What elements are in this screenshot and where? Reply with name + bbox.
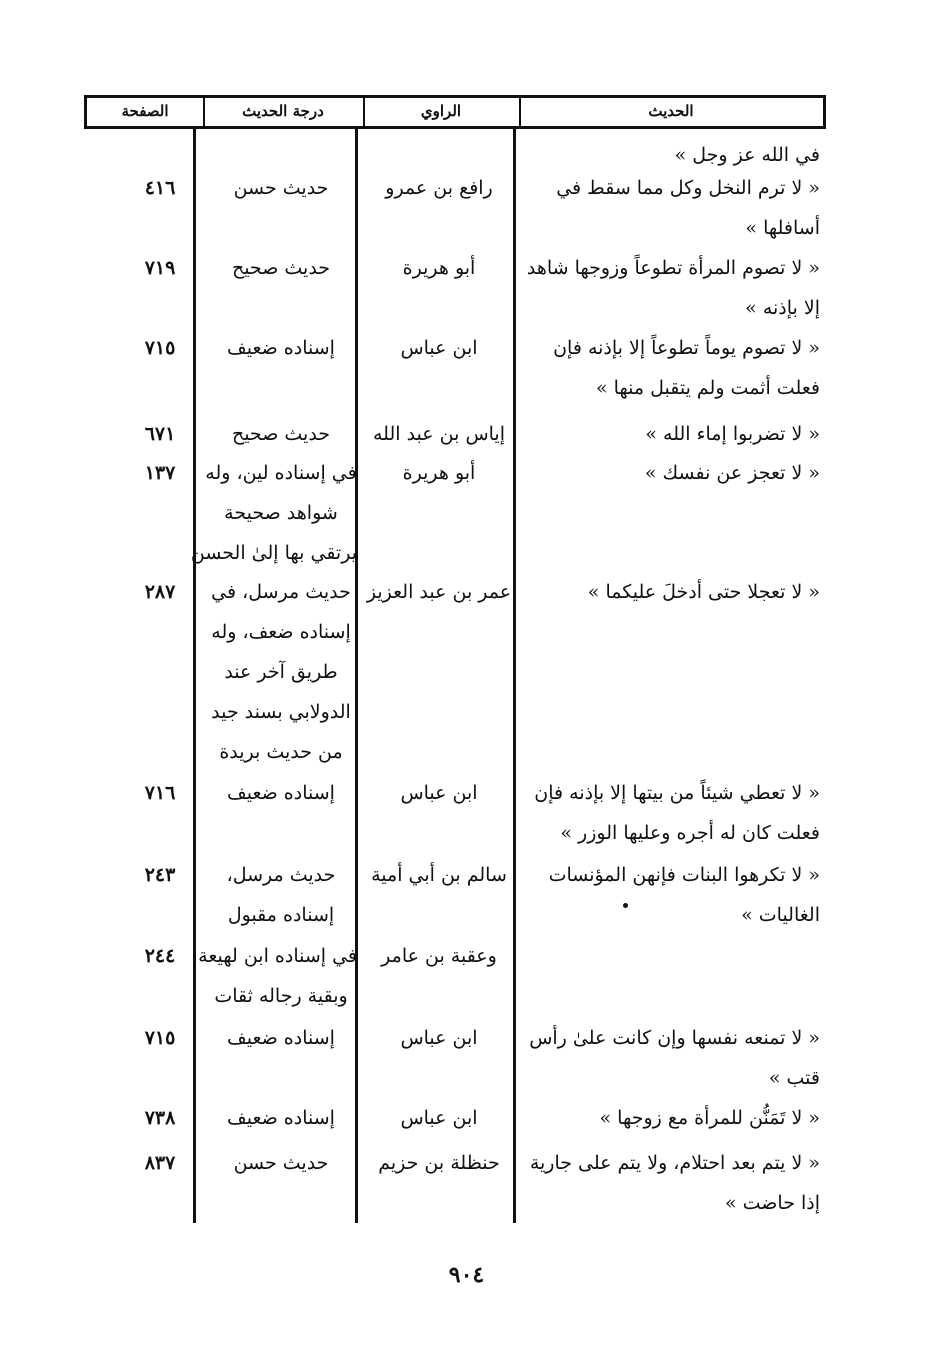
page-ref-cell: ٢٨٧ <box>144 581 176 603</box>
hadith-cell-line: « لا تصوم يوماً تطوعاً إلا بإذنه فإن <box>553 337 820 359</box>
hadith-cell <box>520 1018 820 1098</box>
hadith-cell <box>520 414 820 454</box>
rawi-cell <box>363 1018 515 1058</box>
rawi-cell-line: عمر بن عبد العزيز <box>366 581 512 603</box>
grade-cell-line: إسناده ضعف، وله <box>211 621 351 643</box>
rawi-cell <box>363 453 515 493</box>
hadith-cell-line: « لا تعجز عن نفسك » <box>644 462 820 484</box>
page-ref-cell: ٧١٥ <box>144 337 176 359</box>
hadith-cell-line: « لا تعجلا حتى أدخلَ عليكما » <box>587 581 820 603</box>
rawi-cell-line: ابن عباس <box>400 1107 478 1129</box>
hadith-cell <box>520 1143 820 1223</box>
rawi-cell <box>363 414 515 454</box>
grade-cell-line: إسناده ضعيف <box>227 337 335 359</box>
rawi-cell <box>363 328 515 368</box>
grade-cell-line: حديث مرسل، في <box>211 581 351 603</box>
rawi-cell <box>363 936 515 976</box>
grade-cell <box>190 453 357 573</box>
grade-cell <box>205 572 357 772</box>
rawi-cell <box>363 248 515 288</box>
hadith-cell <box>520 248 820 328</box>
grade-cell <box>205 1098 357 1138</box>
hadith-cell-line: « لا يتم بعد احتلام، ولا يتم على جارية <box>529 1152 820 1174</box>
page-ref-cell: ٢٤٣ <box>144 864 176 886</box>
page-ref-cell: ٧١٩ <box>144 257 176 279</box>
grade-cell-line: طريق آخر عند <box>224 661 338 683</box>
column-divider <box>193 129 196 1223</box>
grade-cell-line: إسناده مقبول <box>227 904 335 926</box>
hadith-cell-line: « لا تَمَنُّن للمرأة مع زوجها » <box>599 1107 820 1129</box>
hadith-cell <box>520 572 820 612</box>
grade-cell-line: وبقية رجاله ثقات <box>214 985 348 1007</box>
rawi-cell-line: سالم بن أبي أمية <box>371 864 507 886</box>
grade-cell-line: شواهد صحيحة <box>224 502 338 524</box>
ink-dot <box>623 903 628 908</box>
page-ref-cell: ٦٧١ <box>144 423 176 445</box>
grade-cell-line: الدولابي بسند جيد <box>211 701 351 723</box>
grade-cell-line: حديث حسن <box>233 177 329 199</box>
page-ref-cell: ٧٣٨ <box>144 1107 176 1129</box>
grade-cell <box>205 414 357 454</box>
hadith-cell-line: « لا تضربوا إماء الله » <box>645 423 820 445</box>
rawi-cell-line: ابن عباس <box>400 782 478 804</box>
page-ref-cell: ٨٣٧ <box>144 1152 176 1174</box>
hadith-cell <box>520 773 820 853</box>
grade-cell-line: يرتقي بها إلىٰ الحسن <box>190 542 357 564</box>
grade-cell-line: حديث صحيح <box>231 257 331 279</box>
grade-cell-line: حديث حسن <box>233 1152 329 1174</box>
grade-cell <box>205 168 357 208</box>
hadith-cell-line: إلا بإذنه » <box>745 297 820 319</box>
grade-cell-line: إسناده ضعيف <box>227 1027 335 1049</box>
hadith-cell <box>520 1098 820 1138</box>
hadith-cell-line: إذا حاضت » <box>724 1192 820 1214</box>
page-ref-cell: ٤١٦ <box>144 177 176 199</box>
hadith-cell-line: « لا تكرهوا البنات فإنهن المؤنسات <box>548 864 820 886</box>
grade-cell <box>205 1018 357 1058</box>
page-ref-cell: ١٣٧ <box>144 462 176 484</box>
hadith-cell-line: « لا ترم النخل وكل مما سقط في <box>556 177 820 199</box>
page-ref-cell: ٧١٦ <box>144 782 176 804</box>
header-hadith: الحديث <box>648 102 694 120</box>
grade-cell <box>205 855 357 935</box>
grade-cell <box>205 1143 357 1183</box>
hadith-cell <box>520 855 820 935</box>
header-page: الصفحة <box>121 102 169 120</box>
rawi-cell <box>363 1143 515 1183</box>
page-ref-cell: ٧١٥ <box>144 1027 176 1049</box>
hadith-cell-line: الغاليات » <box>741 904 820 926</box>
rawi-cell <box>363 1098 515 1138</box>
header-grade: درجة الحديث <box>242 102 324 120</box>
rawi-cell-line: ابن عباس <box>400 1027 478 1049</box>
hadith-cell-line: « لا تمنعه نفسها وإن كانت علىٰ رأس <box>529 1027 820 1049</box>
grade-cell <box>198 936 357 1016</box>
rawi-cell-line: أبو هريرة <box>402 257 476 279</box>
rawi-cell <box>363 855 515 895</box>
header-separator <box>203 98 205 126</box>
page-number: ٩٠٤ <box>448 1262 485 1288</box>
rawi-cell-line: وعقبة بن عامر <box>381 945 497 967</box>
table-header <box>84 95 826 129</box>
grade-cell-line: في إسناده ابن لهيعة <box>198 945 357 967</box>
rawi-cell-line: أبو هريرة <box>402 462 476 484</box>
column-divider <box>513 129 516 1223</box>
header-separator <box>519 98 521 126</box>
hadith-cell <box>520 328 820 408</box>
rawi-cell <box>363 168 515 208</box>
hadith-cell <box>520 168 820 248</box>
rawi-cell-line: إياس بن عبد الله <box>372 423 505 445</box>
grade-cell-line: حديث صحيح <box>231 423 331 445</box>
grade-cell-line: في إسناده لين، وله <box>205 462 357 484</box>
hadith-cell-line: « لا تصوم المرأة تطوعاً وزوجها شاهد <box>526 257 820 279</box>
grade-cell-line: من حديث بريدة <box>219 741 343 763</box>
header-separator <box>363 98 365 126</box>
rawi-cell <box>363 572 515 612</box>
hadith-cell <box>520 453 820 493</box>
grade-cell <box>205 328 357 368</box>
hadith-cell-line: في الله عز وجل » <box>674 144 820 166</box>
rawi-cell-line: ابن عباس <box>400 337 478 359</box>
page-ref-cell: ٢٤٤ <box>144 945 176 967</box>
hadith-cell-line: « لا تعطي شيئاً من بيتها إلا بإذنه فإن <box>534 782 820 804</box>
grade-cell <box>205 248 357 288</box>
hadith-cell-line: فعلت أثمت ولم يتقبل منها » <box>595 377 820 399</box>
grade-cell <box>205 773 357 813</box>
rawi-cell <box>363 773 515 813</box>
hadith-cell-line: فعلت كان له أجره وعليها الوزر » <box>560 822 820 844</box>
grade-cell-line: إسناده ضعيف <box>227 1107 335 1129</box>
grade-cell-line: حديث مرسل، <box>226 864 336 886</box>
rawi-cell-line: رافع بن عمرو <box>385 177 493 199</box>
rawi-cell-line: حنظلة بن حزيم <box>378 1152 500 1174</box>
header-rawi: الراوي <box>420 102 462 120</box>
hadith-cell-line: قتب » <box>768 1067 820 1089</box>
hadith-cell-line: أسافلها » <box>745 217 820 239</box>
grade-cell-line: إسناده ضعيف <box>227 782 335 804</box>
